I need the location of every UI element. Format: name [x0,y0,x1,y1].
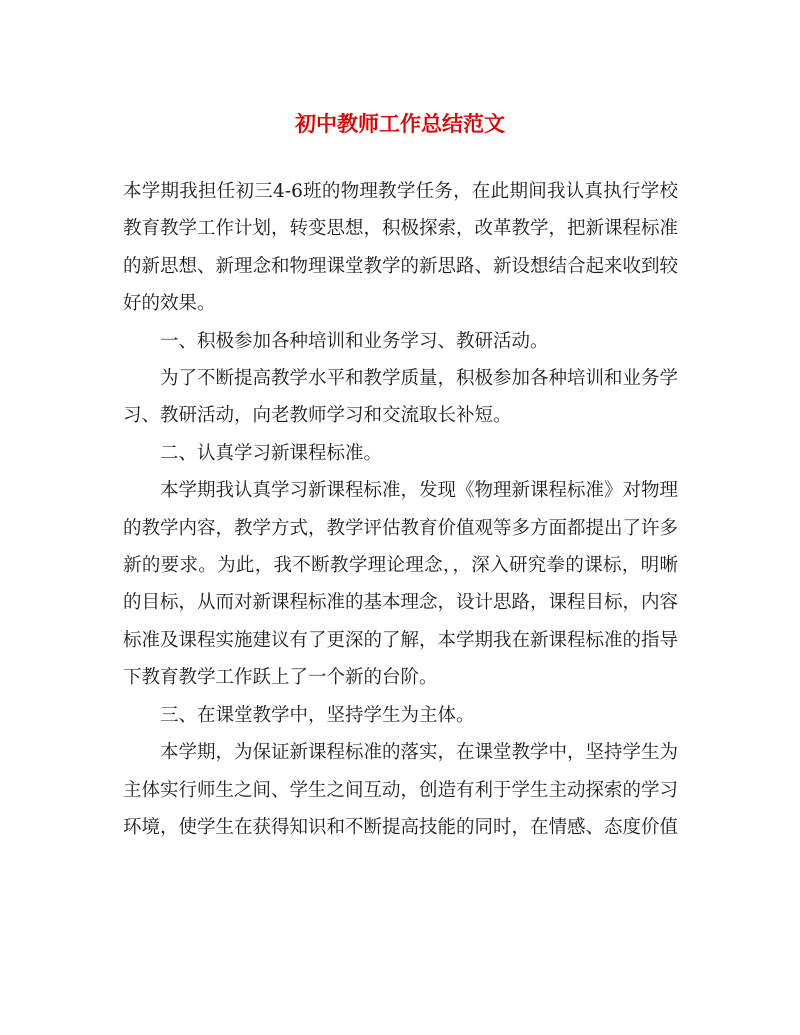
section-heading: 三、在课堂教学中，坚持学生为主体。 [160,704,475,726]
paragraph: 为了不断提高教学水平和教学质量，积极参加各种培训和业务学习、教研活动，向老教师学习和交流取长补短。 [123,368,679,427]
section-heading: 二、认真学习新课程标准。 [160,442,383,464]
paragraph: 本学期，为保证新课程标准的落实，在课堂教学中，坚持学生为主体实行师生之间、学生之间互动，创造有利于学生主动探索的学习环境，使学生在获得知识和不断提高技能的同时，在情感、态度价值 [123,742,679,838]
document-body [123,173,678,846]
paragraph: 本学期我担任初三4-6班的物理教学任务，在此期间我认真执行学校教育教学工作计划，转变思想，积极探索，改革教学，把新课程标准的新思想、新理念和物理课堂教学的新思路、新设想结合起来收到较好的效果。 [123,181,679,315]
document-title: 初中教师工作总结范文 [295,111,505,136]
paragraph: 本学期我认真学习新课程标准，发现《物理新课程标准》对物理的教学内容，教学方式，教学评估教育价值观等多方面都提出了许多新的要求。为此，我不断教学理论理念，，深入研究拳的课标，明晰的目标，从而对新课程标准的基本理念，设计思路，课程目标，内容标准及课程实施建议有了更深的了解，本学期我在新课程标准的指导下教育教学工作跃上了一个新的台阶。 [123,480,679,689]
section-heading: 一、积极参加各种培训和业务学习、教研活动。 [160,330,549,352]
